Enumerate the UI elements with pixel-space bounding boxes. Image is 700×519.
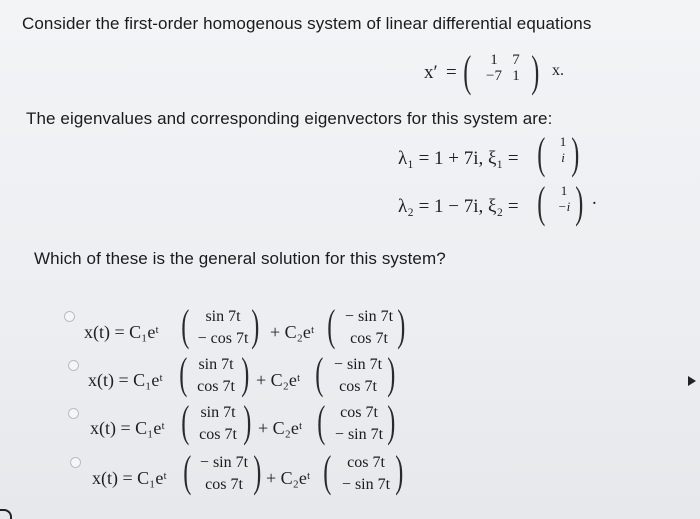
option-4-v2-right-paren: ): [395, 447, 404, 496]
option-3-v1-right-paren: ): [243, 397, 252, 446]
option-4-v1-left-paren: (: [183, 447, 192, 496]
question-intro: Consider the first-order homogenous system of linear differential equations: [22, 14, 592, 33]
eigen-2-lambda: λ₂ = 1 − 7i, ξ₂ =: [398, 196, 519, 217]
eigen-2-right-paren: ): [575, 178, 584, 227]
option-2-v2-right-paren: ): [387, 349, 396, 398]
matrix-left-paren: (: [463, 47, 472, 96]
option-3-v1-left-paren: (: [181, 397, 190, 446]
option-1-v1-right-paren: ): [251, 301, 260, 350]
eigen-intro: The eigenvalues and corresponding eigenvectors for this system are:: [26, 109, 553, 128]
eigen-trailing-period: .: [592, 188, 597, 209]
option-1-v2-right-paren: ): [397, 301, 406, 350]
option-2-radio[interactable]: [68, 360, 79, 371]
option-2-vector-2: − sin 7t cos 7t: [333, 356, 383, 395]
option-2-vector-1: sin 7t cos 7t: [197, 356, 235, 395]
option-3-vector-2: cos 7t − sin 7t: [334, 404, 384, 443]
mouse-cursor-icon: [688, 376, 696, 386]
option-3-vector-1: sin 7t cos 7t: [199, 404, 237, 443]
option-2-plus: + C₂eᵗ: [256, 370, 301, 390]
option-2-v2-left-paren: (: [315, 349, 324, 398]
option-1-v2-left-paren: (: [327, 301, 336, 350]
option-1-v1-left-paren: (: [181, 301, 190, 350]
option-2-v1-left-paren: (: [179, 349, 188, 398]
option-4-radio[interactable]: [70, 457, 81, 468]
matrix-right-paren: ): [531, 47, 540, 96]
option-1-lhs: x(t) = C₁eᵗ: [84, 322, 159, 342]
option-4-vector-2: cos 7t − sin 7t: [341, 454, 391, 493]
option-3-lhs: x(t) = C₁eᵗ: [90, 418, 165, 438]
option-4-v2-left-paren: (: [323, 447, 332, 496]
eigen-2-left-paren: (: [537, 178, 546, 227]
eigen-1-left-paren: (: [537, 129, 546, 178]
option-1-plus: + C₂eᵗ: [270, 322, 315, 342]
system-rhs: x.: [552, 62, 564, 79]
eigen-1-right-paren: ): [571, 129, 580, 178]
option-3-v2-left-paren: (: [317, 397, 326, 446]
system-lhs: x′: [424, 62, 438, 83]
eigen-1-lambda: λ₁ = 1 + 7i, ξ₁ =: [398, 148, 519, 169]
option-3-radio[interactable]: [68, 408, 79, 419]
option-3-plus: + C₂eᵗ: [258, 418, 303, 438]
option-4-lhs: x(t) = C₁eᵗ: [92, 468, 167, 488]
option-1-vector-1: sin 7t − cos 7t: [197, 308, 249, 347]
option-3-v2-right-paren: ): [387, 397, 396, 446]
option-2-lhs: x(t) = C₁eᵗ: [88, 370, 163, 390]
corner-bracket-icon: [0, 509, 12, 519]
system-eq: =: [446, 62, 457, 83]
option-4-vector-1: − sin 7t cos 7t: [199, 454, 249, 493]
question-prompt: Which of these is the general solution for this system?: [34, 249, 446, 268]
eigen-1-vector: 1 i: [559, 134, 567, 165]
option-2-v1-right-paren: ): [241, 349, 250, 398]
option-4-plus: + C₂eᵗ: [266, 468, 311, 488]
eigen-2-vector: 1 −i: [557, 183, 571, 214]
system-matrix: 1 7 −7 1: [486, 52, 520, 84]
option-1-radio[interactable]: [64, 311, 75, 322]
option-4-v1-right-paren: ): [253, 447, 262, 496]
option-1-vector-2: − sin 7t cos 7t: [344, 308, 394, 347]
